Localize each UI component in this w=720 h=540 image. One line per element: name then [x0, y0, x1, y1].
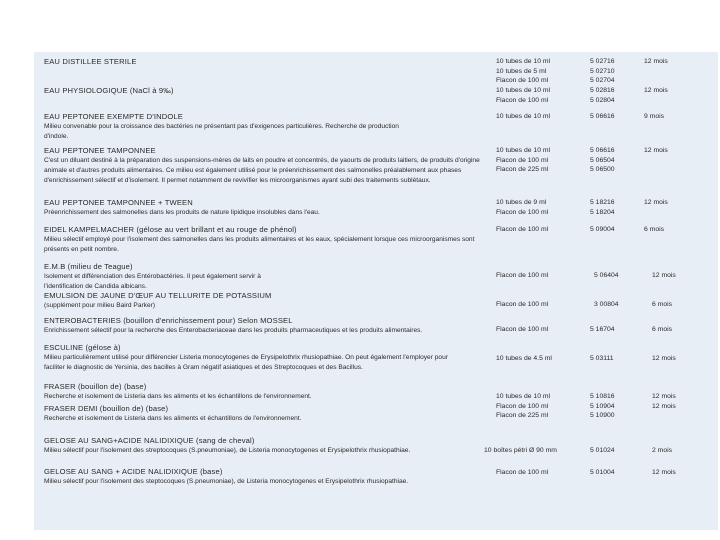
product-description: Milieu sélectif pour l'isolement des streptocoques (S.pneumoniae), de Listeria monocytogenes et Erysipelothrix rhusiopathiae.: [44, 446, 411, 454]
shelf-life: 6 mois: [652, 301, 673, 308]
reference-list: 5 09004: [590, 226, 615, 233]
product-title: E.M.B (milieu de Teague): [44, 262, 133, 271]
product-description: Milieu convenable pour la croissance des bactéries ne présentant pas d'exigences particulières. Recherche de production d'indole.: [44, 122, 399, 140]
product-entry: [44, 112, 484, 142]
shelf-life: 12 mois: [644, 58, 668, 65]
product-entry: [44, 262, 484, 292]
product-title: EAU PEPTONEE TAMPONNEE: [44, 146, 156, 155]
product-title: EAU PHYSIOLOGIQUE (NaCl à 9‰): [44, 86, 174, 95]
packaging-list: 10 boîtes pétri Ø 90 mm: [484, 447, 557, 454]
product-entry: [44, 316, 484, 336]
product-title: GELOSE AU SANG + ACIDE NALIDIXIQUE (base): [44, 467, 223, 476]
reference-list: 5 06404: [594, 272, 619, 279]
product-entry: [44, 343, 484, 373]
reference-list: 5 02716 5 02710 5 02704: [590, 58, 615, 85]
product-title: FRASER (bouillon de) (base): [44, 382, 147, 391]
product-description: Recherche et isolement de Listeria dans les aliments et échantillons de l'environnement.: [44, 414, 302, 422]
product-entry: [44, 404, 484, 424]
packaging-list: Flacon de 100 ml: [496, 469, 549, 476]
packaging-list: 10 tubes de 4.5 ml: [496, 355, 552, 362]
product-title: ESCULINE (gélose à): [44, 343, 121, 352]
product-description: Milieu sélectif pour l'isolement des steptocoques (S.pneumoniae), de Listeria monocytogenes et Erysipelothrix rhusiopathiae.: [44, 477, 409, 485]
shelf-life: 12 mois: [652, 403, 676, 410]
shelf-life: 12 mois: [644, 147, 668, 154]
reference-list: 5 06616 5 06504 5 06500: [590, 147, 615, 174]
reference-list: 5 01024: [590, 447, 615, 454]
packaging-list: 10 tubes de 10 ml: [496, 113, 551, 120]
reference-list: 5 06616: [590, 113, 615, 120]
reference-list: 5 03111: [590, 355, 614, 362]
product-description: Recherche et isolement de Listeria dans les aliments et les échantillons de l'environnement.: [44, 392, 312, 400]
product-title: EAU PEPTONEE EXEMPTE D'INDOLE: [44, 112, 184, 121]
product-description: Milieu sélectif employé pour l'isolement des salmonelles dans les produits alimentaires et les eaux, spécialement lorsque ces microorganismes sont présents en petit nombre.: [44, 235, 475, 253]
product-description: Isolement et différenciation des Entérobactéries. Il peut également servir à l'identification de Candida albicans.: [44, 272, 261, 290]
shelf-life: 6 mois: [644, 226, 665, 233]
product-description: Enrichissement sélectif pour la recherche des Enterobacteriaceae dans les produits pharmaceutiques et les produits alimentaires.: [44, 326, 423, 334]
packaging-list: 10 tubes de 10 ml 10 tubes de 5 ml Flacon de 100 ml: [496, 58, 551, 85]
product-description: Préenrichissement des salmonelles dans les produits de nature lipidique insolubles dans l'eau.: [44, 208, 320, 216]
shelf-life: 12 mois: [652, 393, 676, 400]
product-entry: [44, 198, 484, 218]
reference-list: 3 00804: [594, 301, 619, 308]
reference-list: 5 18216 5 18204: [590, 199, 615, 216]
packaging-list: Flacon de 100 ml: [496, 272, 549, 279]
product-title: EMULSION DE JAUNE D'ŒUF AU TELLURITE DE POTASSIUM: [44, 291, 272, 300]
reference-list: 5 02816 5 02804: [590, 87, 615, 104]
shelf-life: 12 mois: [652, 355, 676, 362]
product-title: EAU DISTILLEE STERILE: [44, 57, 137, 66]
packaging-list: Flacon de 100 ml: [496, 301, 549, 308]
shelf-life: 12 mois: [644, 199, 668, 206]
product-entry: [44, 436, 484, 456]
shelf-life: 6 mois: [652, 326, 673, 333]
product-entry: [44, 225, 484, 255]
shelf-life: 9 mois: [644, 113, 665, 120]
shelf-life: 2 mois: [652, 447, 673, 454]
product-title: GELOSE AU SANG+ACIDE NALIDIXIQUE (sang de cheval): [44, 436, 255, 445]
product-entry: [44, 382, 484, 402]
reference-list: 5 16704: [590, 326, 615, 333]
packaging-list: Flacon de 100 ml: [496, 326, 549, 333]
shelf-life: 12 mois: [652, 272, 676, 279]
shelf-life: 12 mois: [652, 469, 676, 476]
packaging-list: 10 tubes de 10 ml Flacon de 100 ml Flacon de 225 ml: [496, 393, 551, 420]
product-entry: [44, 467, 484, 487]
packaging-list: 10 tubes de 10 ml Flacon de 100 ml Flacon de 225 ml: [496, 147, 551, 174]
product-entry: [44, 291, 484, 311]
product-description: (supplément pour milieu Baird Parker): [44, 301, 156, 309]
packaging-list: 10 tubes de 9 ml Flacon de 100 ml: [496, 199, 549, 216]
product-title: FRASER DEMI (bouillon de) (base): [44, 404, 169, 413]
product-title: ENTEROBACTERIES (bouillon d'enrichissement pour) Selon MOSSEL: [44, 316, 293, 325]
product-description: Milieu particulièrement utilisé pour différencier Listeria monocytogenes de Erysipelothrix rhusiopathiae. On peut également l'employer pour faciliter le diagnostic de Yersinia, des bacilles à Gram négatif asiatiques et des Streptocoques et des Bacillus.: [44, 353, 448, 371]
product-description: C'est un diluant destiné à la préparation des suspensions-mères de laits en poudre et concentrés, de yaourts de produits laitiers, de produits d'origine animale et d'autres produits alimentaires. Ce milieu est également utilisé pour le préenrichissement des salmonelles préalablement aux phases d'enrichissement sélectif et d'isolement. Il permet notamment de revivifier les microorganismes ayant subi des traitements sublétaux.: [44, 156, 480, 184]
packaging-list: Flacon de 100 ml: [496, 226, 549, 233]
product-entry: [44, 146, 484, 186]
reference-list: 5 01004: [590, 469, 615, 476]
reference-list: 5 10816 5 10904 5 10900: [590, 393, 615, 420]
shelf-life: 12 mois: [644, 87, 668, 94]
product-title: EAU PEPTONEE TAMPONNEE + TWEEN: [44, 198, 193, 207]
product-title: EIDEL KAMPELMACHER (gélose au vert brillant et au rouge de phénol): [44, 225, 297, 234]
packaging-list: 10 tubes de 10 ml Flacon de 100 ml: [496, 87, 551, 104]
